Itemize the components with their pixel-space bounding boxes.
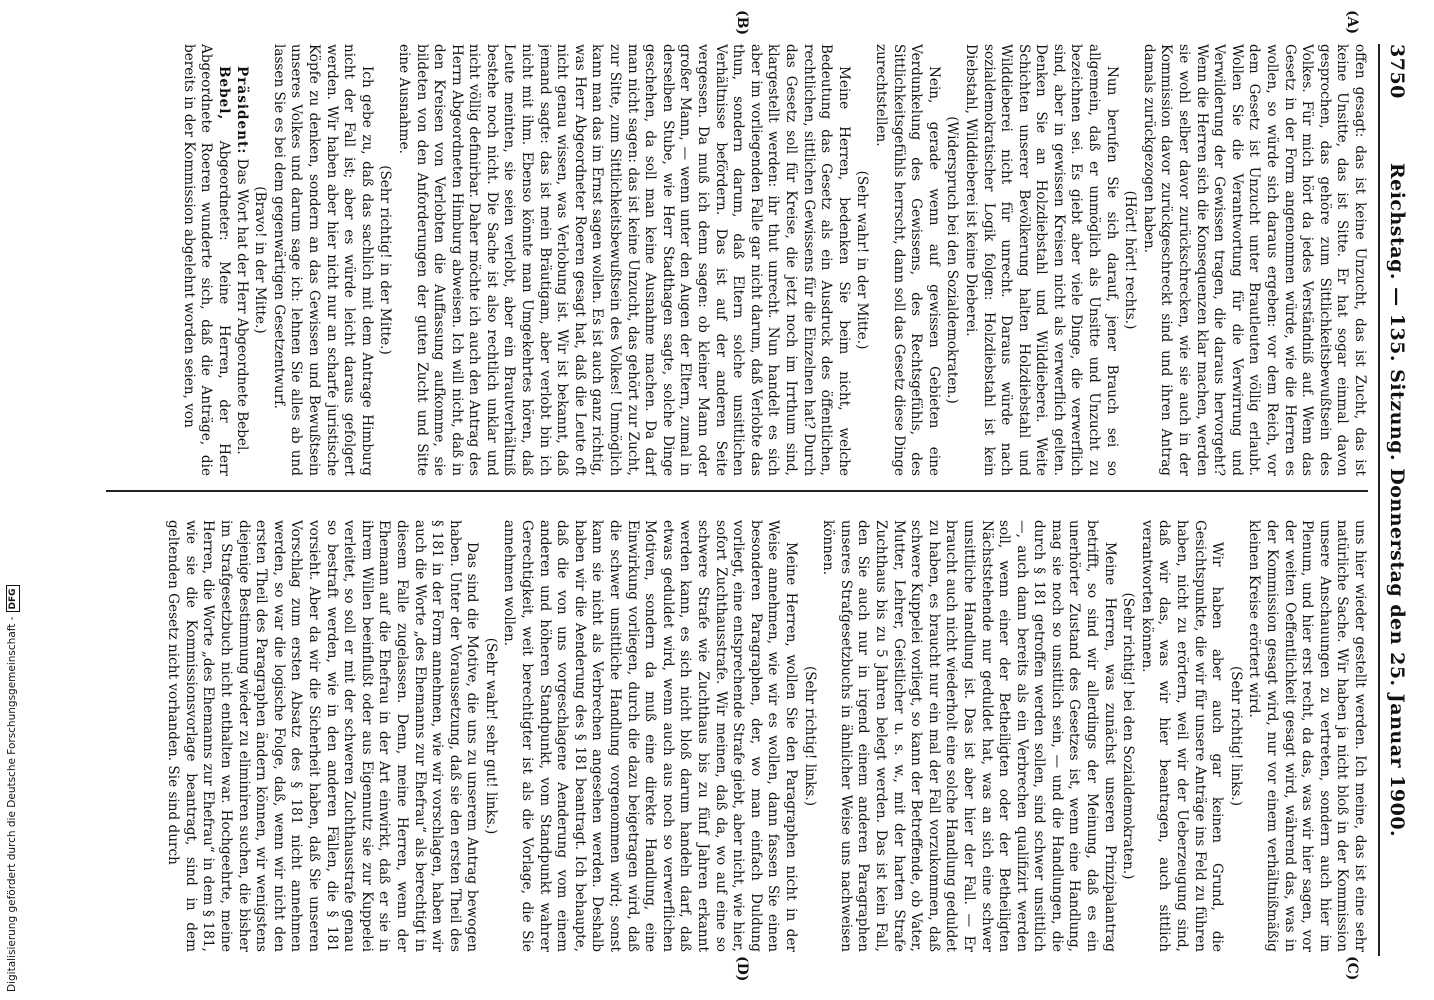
margin-marker-b: (B) [734, 10, 750, 36]
paragraph: uns hier wieder gestellt werden. Ich meine, das ist eine sehr natürliche Sache. Wir haben ja nicht bloß in der Kommission unsere Anschauungen zu vertreten, sondern auch hier im Plenum, und hier erst recht, da das, was wir hier sagen, vor der weiten Oeffentlichkeit gesagt wird, während das, was in der Kommission gesagt wird, nur vor einem verhältnißmäßig kleinen Kreise erörtert wird. [1246, 520, 1368, 952]
margin-marker-d: (D) [734, 956, 750, 982]
interjection: (Sehr wahr! in der Mitte.) [854, 170, 871, 350]
paragraph: Meine Herren, bedenken Sie beim nicht, welche Bedeutung das Gesetz als ein Ausdruck des öffentlichen, rechtlichen, sittlichen Gewissens für die Einzelnen hat? Durch das Gesetz soll für Kreise, die jetzt noch im Irrthum sind, klargestellt werden: ihr thut unrecht. Nun handelt es sich aber im vorliegenden Falle gar nicht darum, daß Verlobte das thun, sondern darum, daß Eltern solche unsittlichen Verhältnisse befördern. Das ist auf der anderen Seite vergessen. Da muß ich denn sagen: ob kleiner Mann oder großer Mann, — wenn unter den Augen der Eltern, zumal in derselben Stube, wie Herr Stadthagen sagte, solche Dinge geschehen, da soll man keine Ausnahme machen. Da darf man nicht sagen: das ist keine Unzucht, das gehört zur Zucht, zur Sitte, zum Sittlichkeitsbewußtsein des Volkes! Unmöglich kann man das im Ernst sagen wollen. Es ist auch ganz richtig, was Herr Abgeordneter Roeren gesagt hat, daß die Leute oft nicht genau wissen, was Verlobung ist. Wir ist bekannt, daß jemand sagte: das ist mein Bräutigam, aber verlobt bin ich nicht mit ihm. Ebenso könnte man Umgekehrtes hören, daß Leute meinten, sie seien verlobt, aber ein Brautverhältniß bestehe noch nicht. Die Sache ist also rechtlich unklar und nicht völlig definirbar. Daher möchte ich auch den Antrag des Herrn Abgeordneten Himburg abweisen. Ich will nicht, daß in den Kreisen von Verlobten die Auffassung aufkomme, sie bildeten von den Anforderungen der guten Zucht und Sitte eine Ausnahme. [395, 44, 852, 476]
margin-marker-a: (A) [1344, 10, 1360, 35]
left-column [106, 44, 1368, 476]
speaker-text: Abgeordneter: Meine Herren, der Herr Abgeordnete Roeren wunderte sich, daß die Anträge, die bereits in der Kommission abgelehnt worden seien, von [180, 44, 232, 476]
right-column [106, 520, 1368, 952]
margin-marker-c: (C) [1344, 956, 1360, 981]
paragraph: Meine Herren, was zunächst unseren Prinzipalantrag betrifft, so sind wir allerdings der Meinung, daß es ein unerhörter Zustand des Gesetzes ist, wenn eine Handlung, mag sie noch so unsittlich sein, — und die Handlungen, die durch § 181 getroffen werden sollen, sind schwer unsittlich —, auch dann bereits als ein Verbrechen qualifizirt werden soll, wenn einer der Betheiligten oder der Betheiligten Nächststehende nur geduldet hat, was an sich eine schwer unsittliche Handlung ist. Das ist aber hier der Fall. — Er braucht auch nicht wiederholt eine solche Handlung geduldet zu haben, es braucht nur ein mal der Fall vorzukommen, daß schwere Kuppelei vorliegt, so kann der Betreffende, ob Vater, Mutter, Lehrer, Geistlicher u. s. w., mit der harten Strafe Zuchthaus bis zu 5 Jahren belegt werden. Das ist kein Fall, den Sie auch nur in irgend einem anderen Paragraphen unseres Strafgesetzbuchs in ähnlicher Weise uns nachweisen können. [820, 520, 1118, 952]
page-header [1378, 44, 1410, 956]
speaker-label: Präsident: [233, 66, 250, 155]
paragraph: offen gesagt: das ist keine Unzucht, das ist Zucht, das ist keine Unsitte, das ist Sitte. Er hat sogar einmal davon gesprochen, das gehöre zum Sittlichkeitsbewußtsein des Volkes. Für mich hört da jedes Verständniß auf. Wenn das Gesetz in der Form angenommen würde, wie die Herren es wollen, so würde sich daraus ergeben: vor dem Reich, vor dem Gesetz ist Unzucht unter Brautleuten völlig erlaubt. Wollen Sie die Verantwortung für die Verwirrung und Verwilderung der Gewissen tragen, die daraus hervorgeht? Wenn die Herren sich die Konsequenzen klar machen, werden sie wohl selber davor zurückschrecken, wie sie auch in der Kommission davor zurückgeschreckt sind und ihren Antrag damals zurückgezogen haben. [1140, 44, 1368, 476]
interjection: (Sehr wahr! sehr gut! links.) [482, 637, 499, 835]
paragraph: Ich gebe zu, daß das sachlich mit dem Antrage Himburg nicht der Fall ist; aber es würde leicht daraus gefolgert werden. Wir haben aber hier nicht nur an scharfe juristische Köpfe zu denken, sondern an das Gewissen und Bewußtsein unseres Volkes und darum sage ich: lehnen Sie alles ab und lassen Sie es bei dem gegenwärtigen Gesetzentwurf. [270, 44, 375, 476]
paragraph: Nein, gerade wenn auf gewissen Gebieten eine Verdunkelung des Gewissens, des Rechtsgefühls, des Sittlichkeitsgefühls herrscht, dann soll das Gesetz diese Dinge zurechtstellen. [872, 44, 942, 476]
column-divider [106, 490, 1368, 492]
digitization-credit [4, 2, 20, 992]
interjection: (Sehr richtig! links.) [801, 665, 818, 807]
interjection: (Sehr richtig! bei den Sozialdemokraten.) [1120, 592, 1137, 880]
interjection: (Hört! hört! rechts.) [1122, 190, 1139, 330]
bebel-statement [179, 44, 232, 476]
paragraph: Das sind die Motive, die uns zu unserem Antrag bewogen haben. Unter der Voraussetzung, daß sie den ersten Theil des § 181 in der Form annehmen, wie wir vorschlagen, haben wir auch die Worte „des Ehemanns zur Ehefrau“ als berechtigt in diesem Falle zugelassen. Denn, meine Herren, wenn der Ehemann auf die Ehefrau in der Art einwirkt, daß er sie in ihrem Willen beeinflußt oder aus Eigennutz sie zur Kuppelei verleitet, so soll er mit der schweren Zuchthausstrafe genau so bestraft werden, wie in den anderen Fällen, die § 181 vorsieht. Aber da wir die Sicherheit haben, daß Sie unseren Vorschlag zum ersten Absatz des § 181 nicht annehmen werden, so war die logische Folge, daß, wenn wir nicht den ersten Theil des Paragraphen ändern können, wir wenigstens diejenige Bestimmung wieder zu eliminiren suchen, die bisher im Strafgesetzbuch nicht enthalten war. Hochgeehrte, meine Herren, die Worte „des Ehemanns zur Ehefrau“ in dem § 181, wie sie die Kommissionsvorlage beantragt, sind in dem geltenden Gesetz nicht vorhanden. Sie sind durch [165, 520, 481, 952]
interjection: (Bravo! in der Mitte.) [252, 186, 269, 334]
interjection: (Widerspruch bei den Sozialdemokraten.) [944, 116, 961, 404]
paragraph: Meine Herren, wollen Sie den Paragraphen nicht in der Weise annehmen, wie wir es wollen, dann fassen Sie einen besonderen Paragraphen, der, wo man einfach Duldung vorliegt, eine entsprechende Strafe giebt, aber nicht, wie hier, sofort Zuchthausstrafe. Wir meinen, daß da, wo auf eine so schwere Strafe wie Zuchthaus bis zu fünf Jahren erkannt werden kann, es sich nicht bloß darum handeln darf, daß etwas geduldet wird, wenn auch aus noch so verwerflichen Motiven, sondern da muß eine direkte Handlung, eine Einwirkung vorliegen, durch die dazu beigetragen wird, daß die schwer unsittliche Handlung vorgenommen wird; sonst kann sie nicht als Verbrechen angesehen werden. Deshalb haben wir die Aenderung des § 181 beantragt. Ich behaupte, daß die von uns vorgeschlagene Aenderung vom einem anderen und höheren Standpunkt, vom Standpunkt wahrer Gerechtigkeit, weit berechtigter ist als die Vorlage, die Sie annehmen wollen. [501, 520, 799, 952]
speaker-text: Das Wort hat der Herr Abgeordnete Bebel. [233, 158, 250, 455]
dfg-logo: DFG [6, 585, 20, 612]
page-number: 3750 [1386, 44, 1408, 99]
credit-text: Digitalisierung gefördert durch die Deutsche Forschungsgemeinschaft - [6, 616, 18, 992]
interjection: (Sehr richtig! in der Mitte.) [377, 165, 394, 355]
paragraph: Nun berufen Sie sich darauf, jener Brauch sei so allgemein, daß er unmöglich als Unsitte und Unzucht zu bezeichnen sei. Es giebt aber viele Dinge, die verwerflich sind, aber in gewissen Kreisen nicht als verwerflich gelten. Denken Sie an Holzdiebstahl und Wilddieberei. Weite Schichten unserer Bevölkerung halten Holzdiebstahl und Wilddieberei nicht für unrecht. Daraus würde nach sozialdemokratischer Logik folgen: Holzdiebstahl ist kein Diebstahl, Wilddieberei ist keine Dieberei. [962, 44, 1120, 476]
president-statement [232, 44, 250, 476]
speaker-label: Bebel, [216, 66, 232, 121]
newspaper-page [62, 0, 1434, 1000]
page-title: Reichstag. — 135. Sitzung. Donnerstag den 25. Januar 1900. [1386, 162, 1408, 838]
paragraph: Wir haben aber auch gar keinen Grund, die Gesichtspunkte, die wir für unsere Anträge ins Feld zu führen haben, nicht zu erörtern, weil wir der Ueberzeugung sind, daß wir das, was wir hier beantragen, auch sittlich verantworten können. [1138, 520, 1226, 952]
interjection: (Sehr richtig! links.) [1227, 665, 1244, 807]
